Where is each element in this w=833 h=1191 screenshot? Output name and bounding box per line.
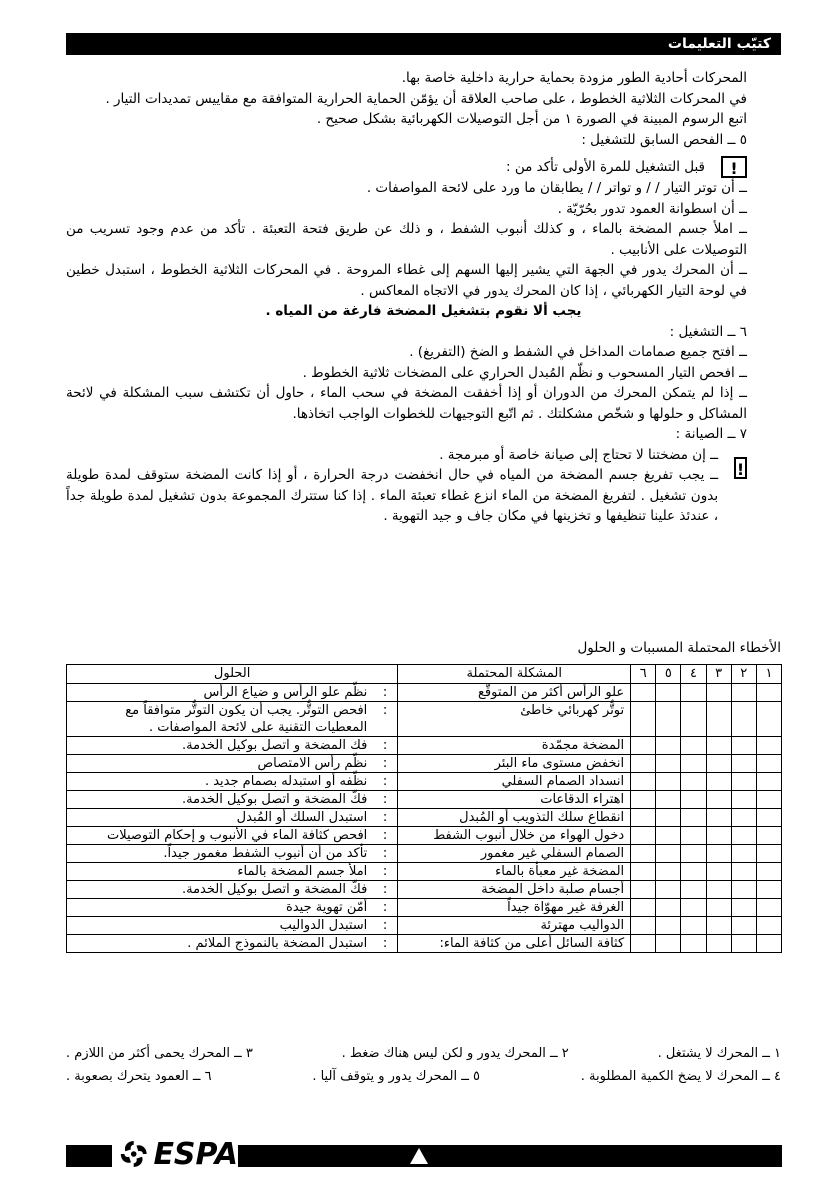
table-row <box>67 899 782 917</box>
table-row <box>67 863 782 881</box>
problem-cell: انخفض مستوى ماء البئر <box>398 755 631 773</box>
symptom-cell <box>756 935 781 953</box>
symptom-cell <box>706 917 731 935</box>
section-7-item: ــ يجب تفريغ جسم المضخة من المياه في حال انخفضت درجة الحرارة ، أو إذا كانت المضخة ستوقف لمدة طويلة بدون تشغيل . لتفريغ المضخة من الماء انزع غطاء تعبئة الماء . إذا كنا ستترك المجموعة بدون تشغيل لمدة طويلة جداً ، عندئذ علينا تنظيفها و تخزينها في مكان جاف و جيد التهوية . <box>66 467 719 524</box>
symptom-cell <box>756 702 781 737</box>
brand-name: ESPA <box>153 1136 238 1172</box>
symptom-cell <box>706 809 731 827</box>
symptom-cell <box>631 881 656 899</box>
problem-cell: الغرفة غير مهوّاة جيداً <box>398 899 631 917</box>
symptom-cell <box>656 935 681 953</box>
colon-separator: : <box>382 792 388 807</box>
header-bar <box>66 33 781 55</box>
problem-cell: أجسام صلبة داخل المضخة <box>398 881 631 899</box>
problem-cell: المضخة غير معبأة بالماء <box>398 863 631 881</box>
solution-cell <box>67 881 398 899</box>
solution-text: استبدل السلك أو المُبدل <box>236 810 368 825</box>
colon-separator: : <box>382 756 388 771</box>
symptom-cell <box>731 917 756 935</box>
symptom-cell <box>706 845 731 863</box>
solution-cell <box>67 917 398 935</box>
legend-item: ٥ ــ المحرك يدور و يتوقف آليا . <box>312 1069 481 1084</box>
symptom-cell <box>756 791 781 809</box>
symptom-cell <box>756 684 781 702</box>
symptom-cell <box>631 755 656 773</box>
section-6-item: ــ افتح جميع صمامات المداخل في الشفط و الضخ (التفريغ) . <box>409 344 747 360</box>
symptom-cell <box>656 755 681 773</box>
symptom-cell <box>706 899 731 917</box>
legend-item: ٣ ــ المحرك يحمى أكثر من اللازم . <box>66 1046 253 1061</box>
intro-paragraph: اتبع الرسوم المبينة في الصورة ١ من أجل التوصيلات الكهربائية بشكل صحيح . <box>316 111 747 127</box>
colon-separator: : <box>382 738 388 753</box>
solution-text: افحص التوتُّر. يجب أن يكون التوتُّر متوافقاً مع المعطيات التقنية على لائحة المواصفات . <box>125 703 368 735</box>
legend-item: ٢ ــ المحرك يدور و لكن ليس هناك ضغط . <box>341 1046 569 1061</box>
symptom-cell <box>631 899 656 917</box>
troubleshooting-caption: الأخطاء المحتملة المسببات و الحلول <box>577 640 781 656</box>
symptom-cell <box>756 881 781 899</box>
colon-separator: : <box>382 810 388 825</box>
symptom-cell <box>731 881 756 899</box>
symptom-cell <box>681 899 706 917</box>
legend-item: ٦ ــ العمود يتحرك بصعوبة . <box>66 1069 212 1084</box>
intro-paragraph: المحركات أحادية الطور مزودة بحماية حرارية داخلية خاصة بها. <box>401 70 747 86</box>
col-header-solution: الحلول <box>67 665 398 684</box>
symptom-cell <box>681 737 706 755</box>
table-row <box>67 684 782 702</box>
symptom-cell <box>756 773 781 791</box>
symptom-cell <box>731 899 756 917</box>
symptom-cell <box>631 917 656 935</box>
problem-cell: انسداد الصمام السفلي <box>398 773 631 791</box>
problem-cell: اهتراء الدقاعات <box>398 791 631 809</box>
symptom-cell <box>681 809 706 827</box>
colon-separator: : <box>382 828 388 843</box>
problem-cell: علو الرأس أكثر من المتوقّع <box>398 684 631 702</box>
symptom-cell <box>681 863 706 881</box>
table-row <box>67 881 782 899</box>
table-header-row <box>67 665 782 684</box>
solution-cell <box>67 935 398 953</box>
symptom-cell <box>706 773 731 791</box>
legend-row <box>66 1069 781 1084</box>
legend-item: ١ ــ المحرك لا يشتغل . <box>657 1046 781 1061</box>
problem-cell: كثافة السائل أعلى من كثافة الماء: <box>398 935 631 953</box>
section-6-item: ــ إذا لم يتمكن المحرك من الدوران أو إذا أخفقت المضخة في سحب الماء ، حاول أن تكتشف سبب المشكلة في لائحة المشاكل و حلولها و شخّص مشكلتك . ثم اتّبع التوجيهات للخطوات الواجب اتخاذها. <box>66 385 747 422</box>
symptom-cell <box>731 845 756 863</box>
colon-separator: : <box>382 936 388 951</box>
espa-swirl-icon <box>118 1137 149 1171</box>
symptom-cell <box>756 755 781 773</box>
table-row <box>67 755 782 773</box>
symptom-cell <box>681 702 706 737</box>
section-5-intro: قبل التشغيل للمرة الأولى تأكد من : <box>506 158 705 175</box>
symptom-cell <box>756 917 781 935</box>
table-row <box>67 917 782 935</box>
legend-item: ٤ ــ المحرك لا يضخ الكمية المطلوبة . <box>580 1069 781 1084</box>
legend-row <box>66 1046 781 1061</box>
problem-cell: المضخة مجمّدة <box>398 737 631 755</box>
solution-cell <box>67 791 398 809</box>
colon-separator: : <box>382 846 388 861</box>
symptom-cell <box>656 917 681 935</box>
col-header-num: ٢ <box>731 665 756 684</box>
symptom-cell <box>731 863 756 881</box>
symptom-cell <box>631 809 656 827</box>
symptom-cell <box>631 845 656 863</box>
symptom-cell <box>681 684 706 702</box>
col-header-num: ٦ <box>631 665 656 684</box>
problem-cell: الصمام السفلي غير مغمور <box>398 845 631 863</box>
symptom-cell <box>756 899 781 917</box>
intro-paragraph: في المحركات الثلاثية الخطوط ، على صاحب العلاقة أن يؤمّن الحماية الحرارية المتوافقة مع مقاييس تمديدات التيار . <box>105 90 747 107</box>
warning-row <box>66 445 781 527</box>
symptom-cell <box>681 791 706 809</box>
warning-icon: ! <box>721 156 747 178</box>
symptom-cell <box>756 737 781 755</box>
symptom-cell <box>706 827 731 845</box>
table-row <box>67 809 782 827</box>
table-row <box>67 737 782 755</box>
content <box>66 68 781 527</box>
solution-text: افحص كثافة الماء في الأنبوب و إحكام التوصيلات <box>106 828 368 843</box>
table-row <box>67 791 782 809</box>
solution-text: فكّ المضخة و اتصل بوكيل الخدمة. <box>181 882 368 897</box>
solution-cell <box>67 899 398 917</box>
section-5-item: ــ أن المحرك يدور في الجهة التي يشير إليها السهم إلى غطاء المروحة . في المحركات الثلاثية الخطوط ، استبدل خطين في لوحة التيار الكهربائي ، إذا كان المحرك يدور في الاتجاه المعاكس . <box>66 262 747 299</box>
symptom-cell <box>731 684 756 702</box>
colon-separator: : <box>382 685 388 700</box>
col-header-num: ٥ <box>656 665 681 684</box>
colon-separator: : <box>382 774 388 789</box>
symptom-cell <box>631 702 656 737</box>
symptom-cell <box>681 827 706 845</box>
page-marker-icon <box>410 1148 428 1164</box>
symptom-cell <box>656 737 681 755</box>
section-5-item: ــ املأ جسم المضخة بالماء ، و كذلك أنبوب الشفط ، و ذلك عن طريق فتحة التعبئة . تأكد من عدم وجود تسريب من التوصيلات على الأنابيب . <box>66 221 747 258</box>
solution-cell <box>67 737 398 755</box>
legend <box>66 1046 781 1092</box>
warning-icon: ! <box>734 457 747 479</box>
symptom-cell <box>731 773 756 791</box>
problem-cell: دخول الهواء من خلال أنبوب الشفط <box>398 827 631 845</box>
header-title: كتيّب التعليمات <box>667 36 771 52</box>
symptom-cell <box>631 863 656 881</box>
section-7-title: ٧ ــ الصيانة : <box>675 426 747 442</box>
solution-text: نظّم رأس الامتصاص <box>257 756 368 771</box>
symptom-cell <box>631 791 656 809</box>
table-row <box>67 827 782 845</box>
symptom-cell <box>656 684 681 702</box>
symptom-cell <box>656 827 681 845</box>
symptom-cell <box>681 845 706 863</box>
symptom-cell <box>731 737 756 755</box>
colon-separator: : <box>382 882 388 897</box>
symptom-cell <box>656 899 681 917</box>
symptom-cell <box>731 827 756 845</box>
symptom-cell <box>706 684 731 702</box>
symptom-cell <box>631 773 656 791</box>
solution-text: فكّ المضخة و اتصل بوكيل الخدمة. <box>181 792 368 807</box>
section-5-item: ــ أن اسطوانة العمود تدور بحُرّيّة . <box>557 200 747 217</box>
section-6-title: ٦ ــ التشغيل : <box>669 323 747 340</box>
section-5-title: ٥ ــ الفحص السابق للتشغيل : <box>581 131 747 148</box>
symptom-cell <box>731 809 756 827</box>
symptom-cell <box>731 791 756 809</box>
section-7-items <box>66 445 718 527</box>
symptom-cell <box>631 935 656 953</box>
table-row <box>67 702 782 737</box>
colon-separator: : <box>382 864 388 879</box>
solution-text: استبدل المضخة بالنموذج الملائم . <box>187 936 368 951</box>
symptom-cell <box>706 863 731 881</box>
solution-text: املأ جسم المضخة بالماء <box>237 864 368 879</box>
col-header-num: ٣ <box>706 665 731 684</box>
symptom-cell <box>656 702 681 737</box>
symptom-cell <box>656 791 681 809</box>
solution-cell <box>67 809 398 827</box>
symptom-cell <box>631 684 656 702</box>
symptom-cell <box>706 791 731 809</box>
table-row <box>67 773 782 791</box>
symptom-cell <box>681 935 706 953</box>
colon-separator: : <box>382 703 388 718</box>
symptom-cell <box>731 702 756 737</box>
table-row <box>67 935 782 953</box>
table-row <box>67 845 782 863</box>
symptom-cell <box>656 881 681 899</box>
no-dry-run-warning: يجب ألا نقوم بتشغيل المضخة فارغة من المياه . <box>265 303 582 319</box>
troubleshooting-table <box>66 664 782 953</box>
problem-cell: الدواليب مهترئة <box>398 917 631 935</box>
symptom-cell <box>756 809 781 827</box>
problem-cell: انقطاع سلك التذويب أو المُبدل <box>398 809 631 827</box>
solution-text: نظّفه أو استبدله بصمام جديد . <box>204 774 368 789</box>
solution-cell <box>67 684 398 702</box>
symptom-cell <box>731 755 756 773</box>
symptom-cell <box>706 935 731 953</box>
col-header-num: ١ <box>756 665 781 684</box>
solution-cell <box>67 845 398 863</box>
solution-text: استبدل الدواليب <box>279 918 368 933</box>
symptom-cell <box>681 881 706 899</box>
symptom-cell <box>656 773 681 791</box>
solution-cell <box>67 827 398 845</box>
table-body <box>67 684 782 953</box>
solution-text: فك المضخة و اتصل بوكيل الخدمة. <box>181 738 368 753</box>
solution-cell <box>67 702 398 737</box>
symptom-cell <box>681 755 706 773</box>
footer-bar <box>66 1145 112 1167</box>
symptom-cell <box>756 827 781 845</box>
solution-text: نظّم علو الرأس و ضياع الرأس <box>203 685 368 700</box>
symptom-cell <box>706 737 731 755</box>
symptom-cell <box>681 773 706 791</box>
symptom-cell <box>681 917 706 935</box>
symptom-cell <box>631 737 656 755</box>
solution-cell <box>67 773 398 791</box>
colon-separator: : <box>382 918 388 933</box>
col-header-num: ٤ <box>681 665 706 684</box>
symptom-cell <box>756 863 781 881</box>
solution-text: تأكد من أن أنبوب الشفط مغمور جيداً. <box>163 846 368 861</box>
symptom-cell <box>631 827 656 845</box>
col-header-problem: المشكلة المحتملة <box>398 665 631 684</box>
symptom-cell <box>656 809 681 827</box>
symptom-cell <box>706 702 731 737</box>
section-6-item: ــ افحص التيار المسحوب و نظّم المُبدل الحراري على المضخات ثلاثية الخطوط . <box>302 364 747 381</box>
symptom-cell <box>656 863 681 881</box>
warning-row <box>66 156 781 178</box>
footer-bar <box>238 1145 782 1167</box>
solution-cell <box>67 863 398 881</box>
symptom-cell <box>756 845 781 863</box>
symptom-cell <box>731 935 756 953</box>
section-5-item: ــ أن توتر التيار / / و تواتر / / يطابقان ما ورد على لائحة المواصفات . <box>366 180 747 196</box>
problem-cell: توتُّر كهربائي خاطئ <box>398 702 631 737</box>
section-7-item: ــ إن مضختنا لا تحتاج إلى صيانة خاصة أو مبرمجة . <box>439 446 719 463</box>
solution-cell <box>67 755 398 773</box>
solution-text: أمّن تهوية جيدة <box>286 900 368 915</box>
symptom-cell <box>706 755 731 773</box>
colon-separator: : <box>382 900 388 915</box>
symptom-cell <box>656 845 681 863</box>
espa-logo <box>118 1132 238 1176</box>
symptom-cell <box>706 881 731 899</box>
